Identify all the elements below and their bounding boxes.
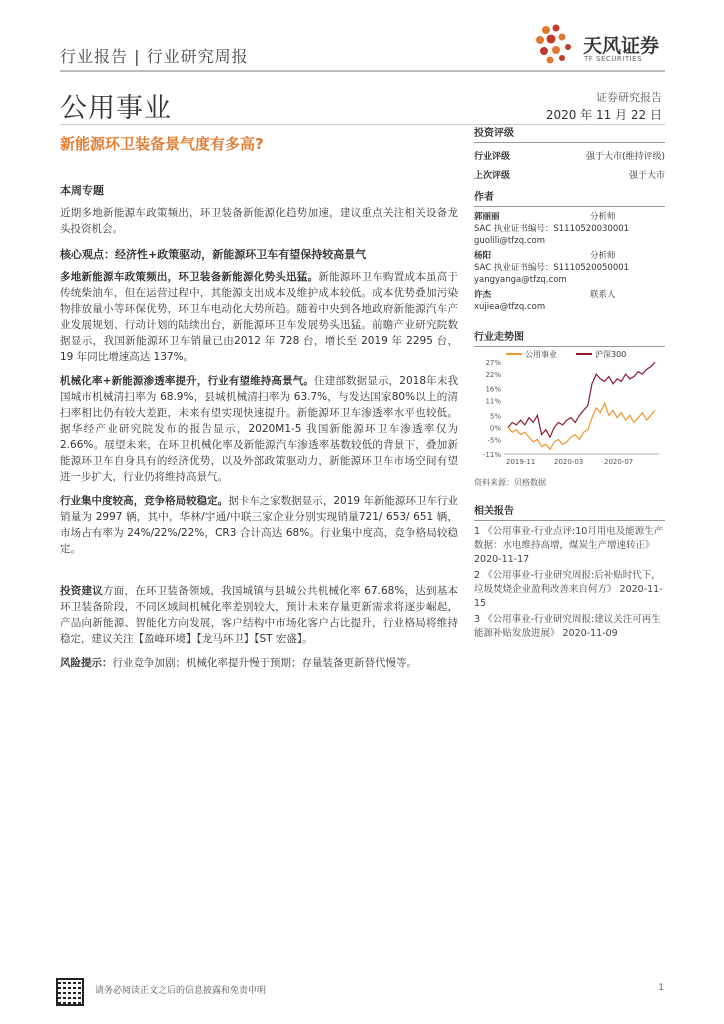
related-report[interactable]: 3 《公用事业-行业研究周报:建议关注可再生能源补贴发放进展》 2020-11-09 [474,614,661,639]
x-tick-label: 2019-11 [506,458,536,466]
risk-warning: 风险提示：行业竞争加剧；机械化率提升慢于预期；存量装备更新替代慢等。 [60,657,417,669]
trend-chart [474,346,665,470]
legend-label: 沪深300 [595,350,627,359]
series-line-0 [508,403,655,449]
author-role: 分析师 [590,212,616,222]
topic-heading: 本周专题 [60,184,104,197]
y-tick-label: -5% [487,436,501,445]
author-role: 联系人 [590,290,616,300]
paragraph-3: 行业集中度较高，竞争格局较稳定。据卡车之家数据显示，2019 年新能源环卫车行业销量为 2997 辆，其中，华林/宇通/中联三家企业分别实现销量721/ 653/ 651 辆，市场占有率为 24%/22%/22%，CR3 合计高达 68%。行业集中度高，竞争格局较稳定。 [60,495,458,555]
author-email[interactable]: xujiea@tfzq.com [474,302,546,312]
brand-subtitle: TF SECURITIES [584,55,643,63]
main-content [60,183,458,671]
brand-name: 天风证券 [583,35,660,57]
sector-title: 公用事业 [60,93,172,124]
paragraph-1: 多地新能源车政策频出，环卫装备新能源化势头迅猛。新能源环卫车购置成本虽高于传统柴油车，但在运营过程中，其能源支出成本及维护成本较低。成本优势叠加污染物排放量小等环保优势，环卫车电动化大势所趋。随着中央到各地政府新能源汽车产业发展规划、行动计划的陆续出台，新能源环卫车发展势头迅猛。前瞻产业研究院数据显示，我国新能源环卫车销量已由2012 年 728 台，增长至 2019 年 2295 台，19 年同比增速高达 137%。 [60,271,459,363]
qr-code-icon [56,978,84,1006]
y-tick-label: 16% [485,385,501,394]
series-line-1 [508,362,655,437]
authors-section [474,188,665,313]
x-tick-label: 2020-03 [554,458,584,466]
last-rating-value: 强于大市 [628,171,665,181]
author-name: 郭丽丽 [474,212,500,222]
rating-value: 强于大市(维持评级) [585,152,665,162]
rating-section [474,124,665,181]
author-sac: SAC 执业证书编号：S1110520030001 [474,224,630,234]
y-tick-label: 27% [485,359,501,367]
legend-label: 公用事业 [525,350,557,359]
related-report[interactable]: 2 《公用事业-行业研究周报:后补贴时代下，垃圾焚烧企业盈利改善来自何方》 2020-11-15 [474,570,663,609]
y-tick-label: 0% [489,424,501,433]
tf-logo-icon [532,22,580,64]
disclaimer: 请务必阅读正文之后的信息披露和免责申明 [95,986,267,996]
author-name: 许杰 [474,290,492,300]
rating-heading: 投资评级 [474,124,665,143]
author-role: 分析师 [590,251,616,261]
last-rating-label: 上次评级 [474,171,511,181]
x-tick-label: 2020-07 [604,458,634,466]
author-name: 杨阳 [474,251,492,261]
core-view: 核心观点：经济性+政策驱动，新能源环卫车有望保持较高景气 [60,248,367,261]
y-tick-label: 22% [485,371,501,380]
rating-label: 行业评级 [474,152,511,162]
paragraph-4: 投资建议方面，在环卫装备领域，我国城镇与县城公共机械化率 67.68%，达到基本环卫装备阶段，不同区域间机械化率差别较大，预计未来存量更新需求将逐步崛起，产品向新能源、智能化方向发展，客户结构中市场化客户占比提升，行业格局将维持稳定，建议关注【盈峰环境】【龙马环卫】【ST 宏盛】。 [60,585,459,645]
report-type: 行业报告 | 行业研究周报 [60,47,249,66]
header-divider [60,70,665,72]
authors-heading: 作者 [474,188,665,207]
related-section [474,502,665,641]
y-tick-label: -11% [482,451,501,459]
related-report[interactable]: 1 《公用事业-行业点评:10月用电及能源生产数据：水电维持高增，煤炭生产增速转正》 2020-11-17 [474,526,664,565]
y-tick-label: 11% [485,397,501,406]
y-tick-label: 5% [489,412,501,421]
author-email[interactable]: guolili@tfzq.com [474,236,545,246]
trend-heading: 行业走势图 [474,328,665,347]
paragraph-2: 机械化率+新能源渗透率提升，行业有望维持高景气。住建部数据显示，2018年末我国城市机械清扫率为 68.9%，县城机械清扫率为 63.7%，与发达国家80%以上的清扫率相比仍有较大差距，未来有望实现快速提升。新能源环卫车渗透率水平也较低。据华经产业研究院发布的报告显示，2020M1-5 我国新能源环卫车渗透率仅为 2.66%。展望未来，在环卫机械化率及新能源汽车渗透率基数较低的背景下，叠加新能源环卫车自身具有的经济优势，以及外部政策驱动力，新能源环卫车市场空间有望进一步扩大，行业仍将维持高景气。 [60,375,458,483]
report-label: 证券研究报告 [596,91,662,104]
report-date: 2020 年 11 月 22 日 [545,108,662,122]
author-sac: SAC 执业证书编号：S1110520050001 [474,263,630,273]
report-title: 新能源环卫装备景气度有多高? [60,135,264,153]
author-email[interactable]: yangyanga@tfzq.com [474,275,567,285]
topic-text: 近期多地新能源车政策频出，环卫装备新能源化趋势加速，建议重点关注相关设备龙头投资机会。 [60,207,458,235]
related-heading: 相关报告 [474,502,665,521]
chart-source: 资料来源：贝格数据 [474,478,546,487]
page-number: 1 [658,983,664,993]
trend-section [474,328,665,347]
